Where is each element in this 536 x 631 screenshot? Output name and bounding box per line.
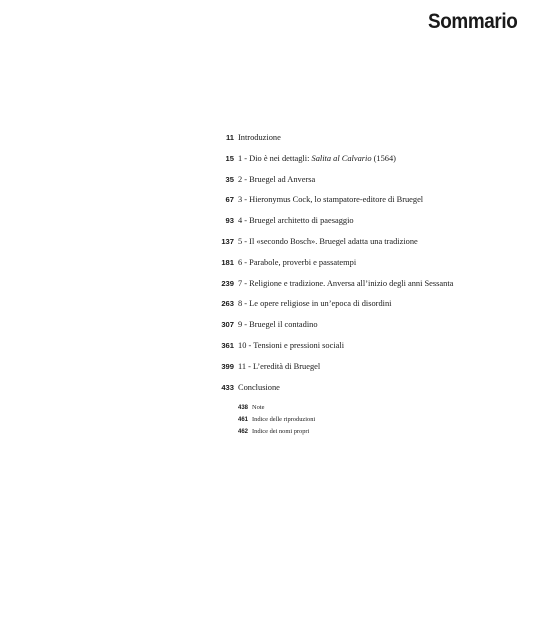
appendix-list [0, 403, 536, 439]
toc-page-number: 93 [225, 216, 234, 226]
page-title: Sommario [427, 10, 517, 33]
toc-entry [0, 277, 536, 298]
table-of-contents [0, 131, 536, 401]
toc-entry [0, 193, 536, 214]
appendix-entry-title: Indice delle riproduzioni [252, 416, 316, 423]
appendix-entry [0, 415, 536, 427]
appendix-entry [0, 427, 536, 439]
toc-entry [0, 360, 536, 381]
toc-entry [0, 152, 536, 173]
toc-entry [0, 235, 536, 256]
toc-entry-title: Introduzione [238, 133, 281, 142]
toc-entry-title: 4 - Bruegel architetto di paesaggio [238, 216, 354, 226]
appendix-entry [0, 403, 536, 415]
toc-page-number: 433 [221, 382, 234, 392]
toc-entry-title-part: (1564) [371, 153, 396, 163]
toc-page-number: 137 [221, 236, 234, 246]
toc-entry [0, 173, 536, 194]
toc-entry-title-part: 1 - Dio è nei dettagli: [238, 153, 312, 163]
toc-page-number: 239 [221, 278, 234, 288]
toc-entry-title: 2 - Bruegel ad Anversa [238, 174, 316, 184]
toc-entry [0, 297, 536, 318]
toc-page-number: 361 [221, 340, 234, 350]
toc-page-number: 11 [225, 133, 234, 142]
toc-entry-title [238, 152, 396, 166]
toc-entry-title-italic: Salita al Calvario [311, 153, 372, 163]
appendix-page-number: 438 [237, 405, 248, 411]
toc-entry [0, 256, 536, 277]
toc-entry-title: 7 - Religione e tradizione. Anversa all’inizio degli anni Sessanta [238, 278, 454, 288]
appendix-page-number: 461 [237, 417, 248, 423]
toc-page-number: 15 [225, 153, 234, 163]
toc-entry-title: 9 - Bruegel il contadino [238, 320, 318, 330]
toc-entry-title: 3 - Hieronymus Cock, lo stampatore-editore di Bruegel [238, 195, 424, 205]
toc-entry-title: 10 - Tensioni e pressioni sociali [238, 340, 345, 350]
toc-entry-title: 5 - Il «secondo Bosch». Bruegel adatta una tradizione [238, 236, 418, 246]
toc-entry [0, 214, 536, 235]
appendix-entry-title: Indice dei nomi propri [252, 428, 310, 435]
appendix-page-number: 462 [237, 429, 248, 435]
appendix-entry-title: Note [252, 404, 265, 411]
toc-entry [0, 339, 536, 360]
toc-entry [0, 131, 536, 152]
toc-entry-title: 6 - Parabole, proverbi e passatempi [238, 257, 357, 267]
toc-page-number: 181 [221, 257, 234, 267]
toc-page-number: 263 [221, 299, 234, 309]
toc-entry [0, 381, 536, 402]
toc-entry [0, 318, 536, 339]
toc-entry-title: 8 - Le opere religiose in un’epoca di disordini [238, 299, 392, 309]
toc-page-number: 307 [221, 320, 234, 330]
toc-page-number: 35 [225, 174, 234, 184]
toc-entry-title: 11 - L’eredità di Bruegel [238, 361, 321, 371]
toc-page-number: 399 [221, 361, 234, 371]
toc-entry-title: Conclusione [238, 382, 280, 392]
toc-page-number: 67 [225, 195, 234, 205]
